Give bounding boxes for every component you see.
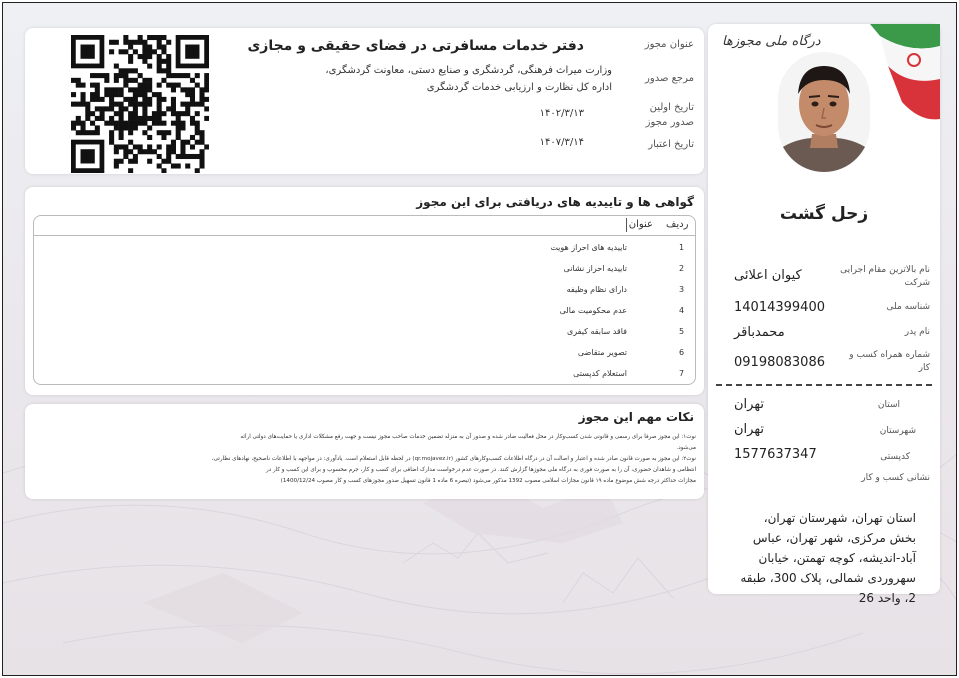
row-number-header: ردیف xyxy=(666,219,689,230)
certifications-table xyxy=(33,215,696,385)
business-address: استان تهران، شهرستان تهران، بخش مرکزی، شهر تهران، عباس آباد-اندیشه، کوچه تهمتن، خیابان سهروردی شمالی، پلاک 300، طبقه 2، واحد 26 xyxy=(740,511,916,605)
row-title: استعلام کدپستی xyxy=(573,369,627,378)
first-issue-date: ۱۴۰۲/۳/۱۳ xyxy=(539,108,584,119)
county-label: شهرستان xyxy=(879,426,916,436)
row-number: 1 xyxy=(679,243,685,252)
portal-logo: درگاه ملی مجوزها xyxy=(722,34,821,49)
table-row xyxy=(34,281,696,302)
father-name-label: نام پدر xyxy=(904,327,930,337)
license-title: دفتر خدمات مسافرتی در فضای حقیقی و مجازی xyxy=(247,38,584,54)
certifications-title: گواهی ها و تاییدیه های دریافتی برای این مجوز xyxy=(416,195,694,209)
mobile-value: 09198083086 xyxy=(734,355,825,370)
row-number: 7 xyxy=(679,369,685,378)
validity-label: تاریخ اعتبار xyxy=(648,139,694,150)
row-number: 5 xyxy=(679,327,685,336)
mobile-label: شماره همراه کسب و کار xyxy=(849,350,930,373)
postal-code-value: 1577637347 xyxy=(734,447,817,462)
row-title: تاییدیه احراز نشانی xyxy=(563,264,627,273)
national-id-label: شناسه ملی xyxy=(886,302,930,312)
notes-body xyxy=(30,432,696,487)
note-line: نوت۲: این مجوز به صورت قانون صادر شده و اعتبار و اصالت آن در درگاه اطلاعات کسب‌وکارهای کشور (qr.mojavez.ir) در لحظه قابل استعلام است. یادآوری: در مواجهه با اطلاعات ناصحیح، نهادهای نظارتی، xyxy=(211,456,696,462)
province-label: استان xyxy=(877,400,900,410)
page-frame xyxy=(2,2,957,676)
notes-card xyxy=(25,404,704,499)
national-id-value: 14014399400 xyxy=(734,300,825,315)
validity-date: ۱۴۰۷/۳/۱۴ xyxy=(539,137,584,148)
note-line: انتظامی و شاهدان حضوری، آن را به صورت فوری به درگاه ملی مجوزها گزارش کنند. در صورت عدم درخواست مدارک اضافی برای کسب و کار، جرم محسوب و برای این کسب و کار در xyxy=(265,467,696,473)
section-divider xyxy=(716,384,932,386)
profile-card xyxy=(708,24,940,605)
table-row xyxy=(34,323,696,344)
row-title: دارای نظام وظیفه xyxy=(566,285,627,294)
row-number: 6 xyxy=(679,348,685,357)
note-line: مجازات حداکثر درجه شش موضوع ماده ۱۹ قانون مجازات اسلامی مصوب 1392 مذکور می‌شود (تبصره 6 ماده 1 قانون تسهیل صدور مجوزهای کسب و کار مصوب 1400/12/24) xyxy=(280,478,696,484)
table-row xyxy=(34,239,696,260)
postal-code-label: کدپستی xyxy=(880,452,910,462)
row-title: تصویر متقاضی xyxy=(577,348,627,357)
row-title: عدم محکومیت مالی xyxy=(559,306,627,315)
table-row xyxy=(34,302,696,323)
table-header xyxy=(34,216,696,236)
license-card xyxy=(25,28,704,174)
table-row xyxy=(34,344,696,365)
header-divider xyxy=(626,218,627,232)
ceo-label: نام بالاترین مقام اجرایی شرکت xyxy=(840,265,930,288)
ceo-value: کیوان اعلائی xyxy=(734,268,802,283)
license-title-label: عنوان مجوز xyxy=(644,39,694,50)
applicant-photo xyxy=(778,52,870,172)
note-line: می‌شود. xyxy=(676,445,696,451)
row-number: 4 xyxy=(679,306,685,315)
address-label: نشانی کسب و کار xyxy=(861,473,930,483)
title-header: عنوان xyxy=(628,219,653,230)
issuer-label: مرجع صدور xyxy=(645,73,694,84)
row-number: 3 xyxy=(679,285,685,294)
certifications-card xyxy=(25,187,704,395)
notes-title: نکات مهم این مجوز xyxy=(578,410,694,424)
row-number: 2 xyxy=(679,264,685,273)
table-row xyxy=(34,365,696,385)
business-name: زحل گشت xyxy=(779,204,869,224)
qr-code-icon xyxy=(71,35,209,173)
row-title: تاییدیه های احراز هویت xyxy=(550,243,627,252)
county-value: تهران xyxy=(734,422,764,437)
province-value: تهران xyxy=(734,397,764,412)
father-name-value: محمدباقر xyxy=(734,325,785,340)
note-line: نوت۱: این مجوز صرفا برای رسمی و قانونی شدن کسب‌وکار در محل فعالیت صادر شده و صدور آن به منزله تضمین خدمات صاحب مجوز نیست و جهت رفع مشکلات اداری یا حمایت‌های دولتی ارائه xyxy=(240,434,696,440)
table-row xyxy=(34,260,696,281)
first-issue-label: تاریخ اولین صدور مجوز xyxy=(645,102,694,128)
row-title: فاقد سابقه کیفری xyxy=(566,327,627,336)
issuer-value: وزارت میراث فرهنگی، گردشگری و صنایع دستی، معاونت گردشگری، اداره کل نظارت و ارزیابی خدمات گردشگری xyxy=(325,65,612,93)
